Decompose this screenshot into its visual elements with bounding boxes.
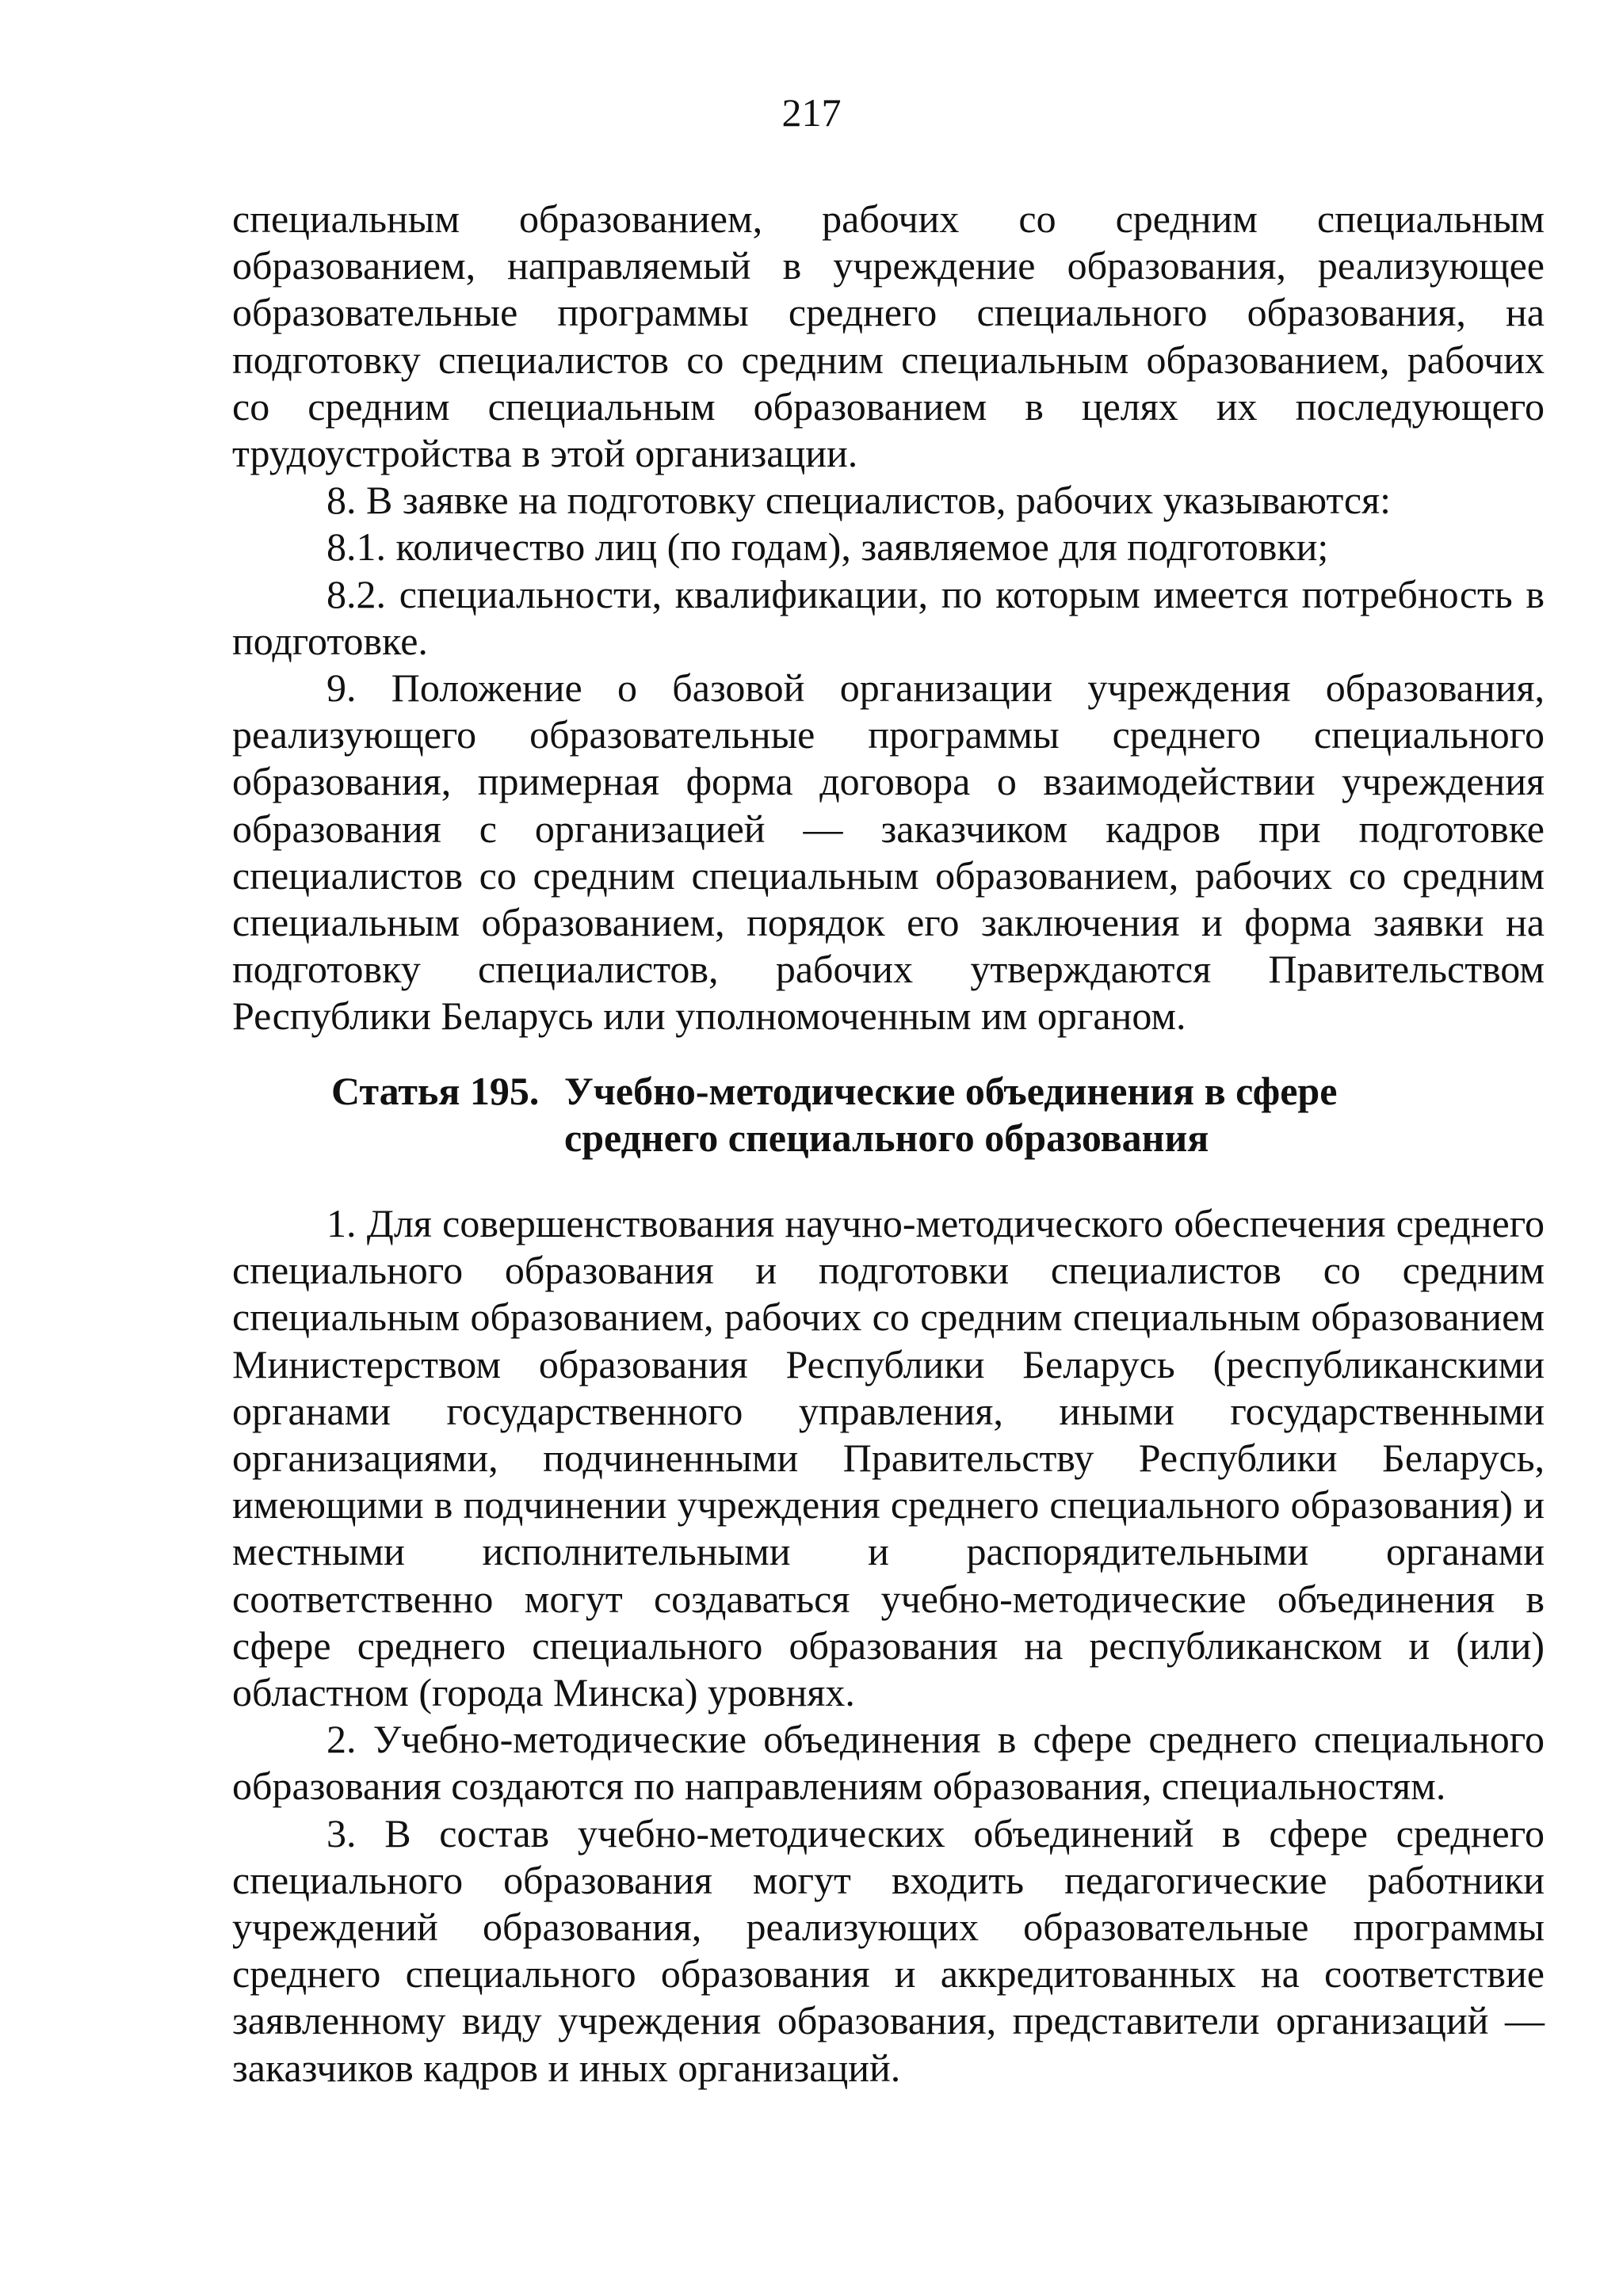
paragraph-item-3: 3. В состав учебно-методических объединений в сфере среднего специального образования могут входить педагогические работники учреждений образования, реализующих образовательные программы среднего специального образования и аккредитованных на соответствие заявленному виду учреждения образования, представители организаций — заказчиков кадров и иных организаций. [232,1810,1545,2090]
paragraph-item-8-2: 8.2. специальности, квалификации, по которым имеется потребность в подготовке. [232,571,1545,663]
article-title-line-2: среднего специального образования [564,1116,1209,1160]
paragraph-item-9: 9. Положение о базовой организации учреждения образования, реализующего образовательные программы среднего специального образования, примерная форма договора о взаимодействии учреждения образования с организацией — заказчиком кадров при подготовке специалистов со средним специальным образованием, рабочих со средним специальным образованием, порядок его заключения и форма заявки на подготовку специалистов, рабочих утверждаются Правительством Республики Беларусь или уполномоченным им органом. [232,666,1545,1039]
top-text-block [232,196,1545,1040]
paragraph-continuation: специальным образованием, рабочих со средним специальным образованием, направляемый в учреждение образования, реализующее образовательные программы среднего специального образования, на подготовку специалистов со средним специальным образованием, рабочих со средним специальным образованием в целях их последующего трудоустройства в этой организации. [232,196,1545,476]
article-title-line-1: Учебно-методические объединения в сфере [564,1069,1338,1113]
paragraph-item-1: 1. Для совершенствования научно-методического обеспечения среднего специального образования и подготовки специалистов со средним специальным образованием, рабочих со средним специальным образованием Министерством образования Республики Беларусь (республиканскими органами государственного управления, иными государственными организациями, подчиненными Правительству Республики Беларусь, имеющими в подчинении учреждения среднего специального образования) и местными исполнительными и распорядительными органами соответственно могут создаваться учебно-методические объединения в сфере среднего специального образования на республиканском и (или) областном (города Минска) уровнях. [232,1201,1545,1715]
article-number: Статья 195. [331,1069,540,1113]
paragraph-item-8-1: 8.1. количество лиц (по годам), заявляемое для подготовки; [327,524,1329,570]
paragraph-item-2: 2. Учебно-методические объединения в сфере среднего специального образования создаются по направлениям образования, специальностям. [232,1717,1545,1809]
paragraph-item-8: 8. В заявке на подготовку специалистов, рабочих указываются: [327,478,1392,523]
bottom-text-block [232,1200,1545,2092]
page-number: 217 [781,90,842,135]
